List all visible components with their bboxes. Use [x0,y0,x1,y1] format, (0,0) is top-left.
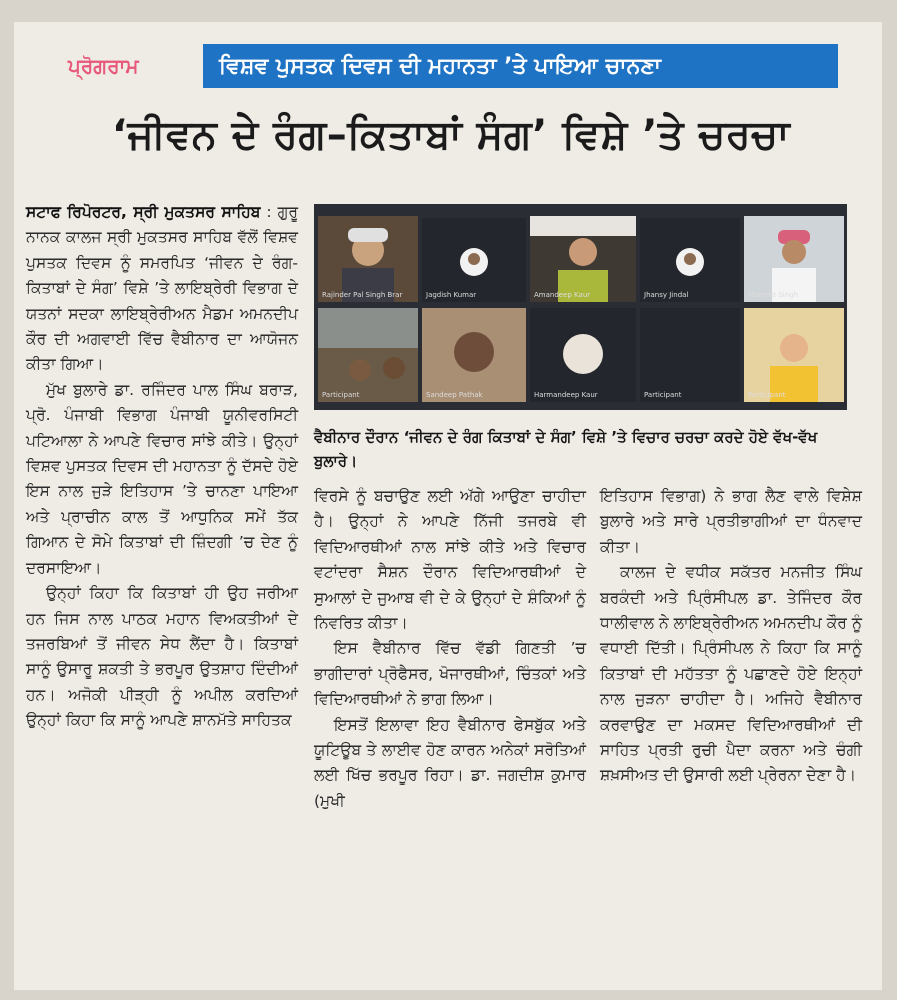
video-tile [318,216,418,302]
section-kicker: ਪ੍ਰੋਗਰਾਮ [68,54,139,78]
tile-name: Harmandeep Kaur [534,391,598,399]
avatar [422,218,526,302]
paragraph: ਇਤਿਹਾਸ ਵਿਭਾਗ) ਨੇ ਭਾਗ ਲੈਣ ਵਾਲੇ ਵਿਸ਼ੇਸ਼ ਬੁਲਾਰੇ ਅਤੇ ਸਾਰੇ ਪ੍ਰਤੀਭਾਗੀਆਂ ਦਾ ਧੰਨਵਾਦ ਕੀਤਾ। [600,487,862,556]
paragraph: : ਗੁਰੂ ਨਾਨਕ ਕਾਲਜ ਸ੍ਰੀ ਮੁਕਤਸਰ ਸਾਹਿਬ ਵੱਲੋਂ ਵਿਸ਼ਵ ਪੁਸਤਕ ਦਿਵਸ ਨੂੰ ਸਮਰਪਿਤ ‘ਜੀਵਨ ਦੇ ਰੰਗ-ਕਿਤਾਬਾਂ ਦੇ ਸੰਗ’ ਵਿਸ਼ੇ ’ਤੇ ਲਾਇਬ੍ਰੇਰੀ ਵਿਭਾਗ ਦੇ ਯਤਨਾਂ ਸਦਕਾ ਲਾਇਬ੍ਰੇਰੀਅਨ ਮੈਡਮ ਅਮਨਦੀਪ ਕੌਰ ਦੀ ਅਗਵਾਈ ਵਿੱਚ ਵੈਬੀਨਾਰ ਦਾ ਆਯੋਜਨ ਕੀਤਾ ਗਿਆ। [26,203,299,374]
tile-name: Jhansy Jindal [644,291,689,299]
banner-strap: ਵਿਸ਼ਵ ਪੁਸਤਕ ਦਿਵਸ ਦੀ ਮਹਾਨਤਾ ’ਤੇ ਪਾਇਆ ਚਾਨਣਾ [203,44,838,88]
video-tile [744,216,844,302]
paragraph: ਕਾਲਜ ਦੇ ਵਧੀਕ ਸਕੱਤਰ ਮਨਜੀਤ ਸਿੰਘ ਬਰਕੰਦੀ ਅਤੇ ਪ੍ਰਿੰਸੀਪਲ ਡਾ. ਤੇਜਿੰਦਰ ਕੌਰ ਧਾਲੀਵਾਲ ਨੇ ਲਾਇਬ੍ਰੇਰੀਅਨ ਅਮਨਦੀਪ ਕੌਰ ਨੂੰ ਵਧਾਈ ਦਿੱਤੀ। ਪ੍ਰਿੰਸੀਪਲ ਨੇ ਕਿਹਾ ਕਿ ਸਾਨੂੰ ਕਿਤਾਬਾਂ ਦੀ ਮਹੱਤਤਾ ਨੂੰ ਪਛਾਣਦੇ ਹੋਏ ਇਨ੍ਹਾਂ ਨਾਲ ਜੁੜਨਾ ਚਾਹੀਦਾ ਹੈ। ਅਜਿਹੇ ਵੈਬੀਨਾਰ ਕਰਵਾਉਣ ਦਾ ਮਕਸਦ ਵਿਦਿਆਰਥੀਆਂ ਦੀ ਸਾਹਿਤ ਪ੍ਰਤੀ ਰੁਚੀ ਪੈਦਾ ਕਰਨਾ ਅਤੇ ਚੰਗੀ ਸ਼ਖ਼ਸੀਅਤ ਦੀ ਉਸਾਰੀ ਲਈ ਪ੍ਰੇਰਨਾ ਦੇਣਾ ਹੈ। [600,563,862,785]
speaker-figure [422,308,526,402]
paragraph: ਵਿਰਸੇ ਨੂੰ ਬਚਾਉਣ ਲਈ ਅੱਗੇ ਆਉਣਾ ਚਾਹੀਦਾ ਹੈ। ਉਨ੍ਹਾਂ ਨੇ ਆਪਣੇ ਨਿੱਜੀ ਤਜਰਬੇ ਵੀ ਵਿਦਿਆਰਥੀਆਂ ਨਾਲ ਸਾਂਝੇ ਕੀਤੇ ਅਤੇ ਵਿਚਾਰ ਵਟਾਂਦਰਾ ਸੈਸ਼ਨ ਦੌਰਾਨ ਵਿਦਿਆਰਥੀਆਂ ਦੇ ਸੁਆਲਾਂ ਦੇ ਜੁਆਬ ਵੀ ਦੇ ਕੇ ਉਨ੍ਹਾਂ ਦੇ ਸ਼ੰਕਿਆਂ ਨੂੰ ਨਿਵਰਿਤ ਕੀਤਾ। [314,487,586,633]
tile-name: Manjeet Singh [748,291,798,299]
tile-name: Sandeep Pathak [426,391,483,399]
tile-name: Jagdish Kumar [426,291,477,299]
section-banner [54,42,838,90]
photo-caption: ਵੈਬੀਨਾਰ ਦੌਰਾਨ ‘ਜੀਵਨ ਦੇ ਰੰਗ ਕਿਤਾਬਾਂ ਦੇ ਸੰਗ’ ਵਿਸ਼ੇ ’ਤੇ ਵਿਚਾਰ ਚਰਚਾ ਕਰਦੇ ਹੋਏ ਵੱਖ-ਵੱਖ ਬੁਲਾਰੇ। [314,428,818,470]
headline: ‘ਜੀਵਨ ਦੇ ਰੰਗ–ਕਿਤਾਬਾਂ ਸੰਗ’ ਵਿਸ਼ੇ ’ਤੇ ਚਰਚਾ [111,112,791,158]
paragraph: ਉਨ੍ਹਾਂ ਕਿਹਾ ਕਿ ਕਿਤਾਬਾਂ ਹੀ ਉਹ ਜਰੀਆ ਹਨ ਜਿਸ ਨਾਲ ਪਾਠਕ ਮਹਾਨ ਵਿਅਕਤੀਆਂ ਦੇ ਤਜਰਬਿਆਂ ਤੋਂ ਜੀਵਨ ਸੇਧ ਲੈਂਦਾ ਹੈ। ਕਿਤਾਬਾਂ ਸਾਨੂੰ ਉਸਾਰੂ ਸ਼ਕਤੀ ਤੇ ਭਰਪੂਰ ਉਤਸ਼ਾਹ ਦਿੰਦੀਆਂ ਹਨ। ਅਜੋਕੀ ਪੀੜ੍ਹੀ ਨੂੰ ਅਪੀਲ ਕਰਦਿਆਂ ਉਨ੍ਹਾਂ ਕਿਹਾ ਕਿ ਸਾਨੂੰ ਆਪਣੇ ਸ਼ਾਨਮੱਤੇ ਸਾਹਿਤਕ [26,584,298,730]
paragraph: ਇਸਤੋਂ ਇਲਾਵਾ ਇਹ ਵੈਬੀਨਾਰ ਫੇਸਬੁੱਕ ਅਤੇ ਯੂਟਿਊਬ ਤੇ ਲਾਈਵ ਹੋਣ ਕਾਰਨ ਅਨੇਕਾਂ ਸਰੋਤਿਆਂ ਲਈ ਖਿੱਚ ਭਰਪੂਰ ਰਿਹਾ। ਡਾ. ਜਗਦੀਸ਼ ਕੁਮਾਰ (ਮੁਖੀ [314,715,586,810]
avatar [640,218,740,302]
speaker-figure [318,308,418,402]
avatar [530,308,636,402]
tile-name: Participant [322,391,360,399]
video-tile [422,308,526,402]
video-tile [640,218,740,302]
speaker-figure [744,216,844,302]
video-tile [640,308,740,402]
article-column-3 [600,484,862,789]
speaker-figure [744,308,844,402]
byline: ਸਟਾਫ ਰਿਪੋਰਟਰ, ਸ੍ਰੀ ਮੁਕਤਸਰ ਸਾਹਿਬ [26,203,261,221]
video-tile [530,308,636,402]
tile-name: Rajinder Pal Singh Brar [322,291,403,299]
speaker-figure [530,216,636,302]
speaker-figure [318,216,418,302]
paragraph: ਮੁੱਖ ਬੁਲਾਰੇ ਡਾ. ਰਜਿੰਦਰ ਪਾਲ ਸਿੰਘ ਬਰਾੜ, ਪ੍ਰੋ. ਪੰਜਾਬੀ ਵਿਭਾਗ ਪੰਜਾਬੀ ਯੂਨੀਵਰਸਿਟੀ ਪਟਿਆਲਾ ਨੇ ਆਪਣੇ ਵਿਚਾਰ ਸਾਂਝੇ ਕੀਤੇ। ਉਨ੍ਹਾਂ ਵਿਸ਼ਵ ਪੁਸਤਕ ਦਿਵਸ ਦੀ ਮਹਾਨਤਾ ਨੂੰ ਦੱਸਦੇ ਹੋਏ ਇਸ ਨਾਲ ਜੁੜੇ ਇਤਿਹਾਸ ’ਤੇ ਚਾਨਣਾ ਪਾਇਆ ਅਤੇ ਪ੍ਰਾਚੀਨ ਕਾਲ ਤੋਂ ਆਧੁਨਿਕ ਸਮੇਂ ਤੱਕ ਗਿਆਨ ਦੇ ਸੋਮੇ ਕਿਤਾਬਾਂ ਦੀ ਜ਼ਿੰਦਗੀ ’ਚ ਦੇਣ ਨੂੰ ਦਰਸਾਇਆ। [26,380,298,577]
tile-name: Participant [644,391,682,399]
webinar-photo [314,204,847,410]
tile-name: Amandeep Kaur [534,291,591,299]
article-column-2 [314,484,586,814]
video-tile [530,216,636,302]
tile-name: Participant [748,391,786,399]
paragraph: ਇਸ ਵੈਬੀਨਾਰ ਵਿੱਚ ਵੱਡੀ ਗਿਣਤੀ ’ਚ ਭਾਗੀਦਾਰਾਂ ਪ੍ਰੋਫੈਸਰ, ਖੋਜਾਰਥੀਆਂ, ਚਿੰਤਕਾਂ ਅਤੇ ਵਿਦਿਆਰਥੀਆਂ ਨੇ ਭਾਗ ਲਿਆ। [314,639,586,709]
video-tile [744,308,844,402]
video-tile [318,308,418,402]
video-tile [422,218,526,302]
article-column-1 [26,200,298,734]
